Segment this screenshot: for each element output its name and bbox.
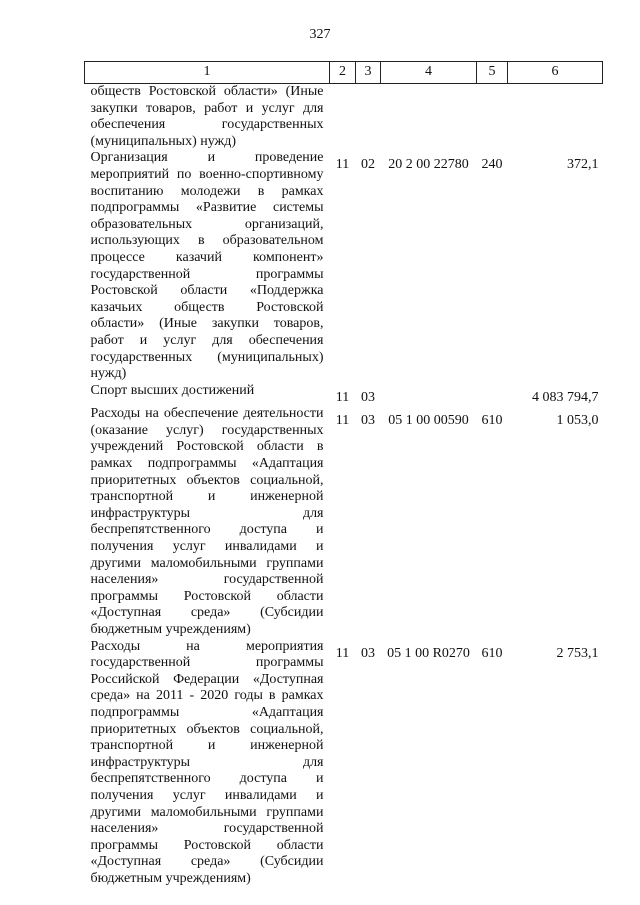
- row-subsection: 03: [361, 645, 375, 661]
- table-row: [85, 84, 603, 151]
- row-amount: 4 083 794,7: [532, 389, 599, 405]
- row-name: обществ Ростовской области» (Иные закупки товаров, работ и услуг для обеспечения государственных (муниципальных) нужд): [90, 84, 324, 149]
- row-expense-type: 610: [481, 413, 503, 429]
- table-row: [85, 639, 603, 888]
- header-row: [85, 62, 603, 84]
- header-col-6: 6: [508, 62, 603, 84]
- row-name: Спорт высших достижений: [90, 382, 255, 398]
- row-target-article: 05 1 00 00590: [388, 413, 469, 429]
- row-subsection: 03: [361, 413, 375, 429]
- row-amount: [508, 84, 603, 151]
- header-col-3: 3: [356, 62, 381, 84]
- row-subsection: 03: [361, 389, 375, 405]
- row-target-article: 05 1 00 R0270: [387, 645, 470, 661]
- table-row: [85, 150, 603, 382]
- row-amount: 2 753,1: [556, 645, 599, 661]
- table-row: [85, 406, 603, 638]
- header-col-2: 2: [330, 62, 356, 84]
- row-section: 11: [335, 645, 350, 661]
- header-col-1: 1: [85, 62, 330, 84]
- row-expense-type: [477, 84, 508, 151]
- row-expense-type: [477, 383, 508, 407]
- page-number: 327: [309, 27, 331, 42]
- row-name: Расходы на мероприятия государственной программы Российской Федерации «Доступная среда» на 2011 - 2020 годы в рамках подпрограммы «Адаптация приоритетных объектов социальной, транспортной и инженерной инфраструктуры для беспрепятственного доступа и получения услуг инвалидами и другими маломобильными группами населения» государственной программы Ростовской области «Доступная среда» (Субсидии бюджетным учреждениям): [90, 638, 324, 886]
- table-row: [85, 383, 603, 407]
- header-col-5: 5: [477, 62, 508, 84]
- row-target-article: [381, 84, 477, 151]
- row-subsection: [356, 84, 381, 151]
- budget-table: [84, 61, 603, 888]
- row-amount: 1 053,0: [556, 413, 599, 429]
- row-target-article: [381, 383, 477, 407]
- row-name: Организация и проведение мероприятий по военно-спортивному воспитанию молодежи в рамках подпрограммы «Развитие системы образовательных организаций, использующих в образовательном процессе казачий компонент» государственной программы Ростовской области «Поддержка казачьих обществ Ростовской области» (Иные закупки товаров, работ и услуг для обеспечения государственных (муниципальных) нужд): [90, 150, 324, 382]
- row-section: 11: [335, 389, 350, 405]
- row-amount: 372,1: [567, 157, 599, 173]
- header-col-4: 4: [381, 62, 477, 84]
- row-section: 11: [335, 157, 350, 173]
- row-section: [330, 84, 356, 151]
- row-section: 11: [335, 413, 350, 429]
- row-expense-type: 610: [481, 645, 503, 661]
- row-target-article: 20 2 00 22780: [388, 157, 469, 173]
- row-name: Расходы на обеспечение деятельности (оказание услуг) государственных учреждений Ростовской области в рамках подпрограммы «Адаптация приоритетных объектов социальной, транспортной и инженерной инфраструктуры для беспрепятственного доступа и получения услуг инвалидами и другими маломобильными группами населения» государственной программы Ростовской области «Доступная среда» (Субсидии бюджетным учреждениям): [90, 406, 324, 637]
- row-expense-type: 240: [481, 157, 503, 173]
- row-subsection: 02: [361, 157, 375, 173]
